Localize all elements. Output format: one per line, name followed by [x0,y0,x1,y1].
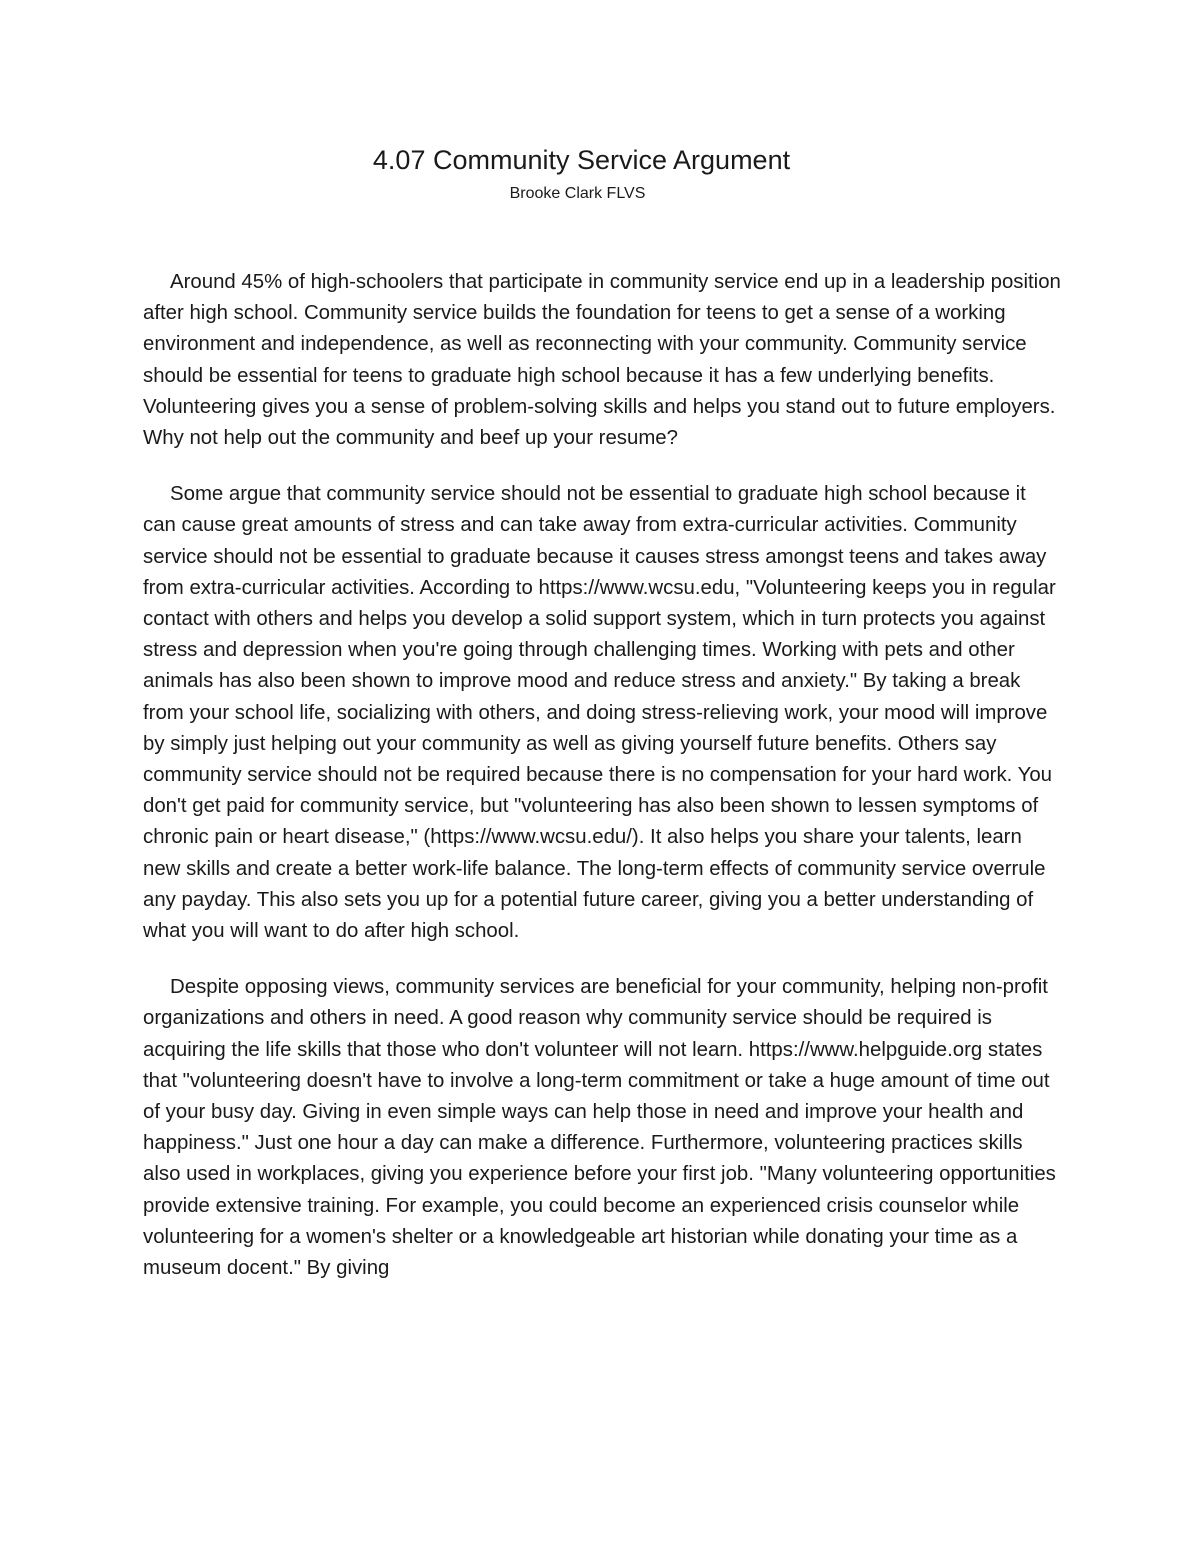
document-body [143,267,1063,1309]
paragraph-counterargument: Some argue that community service should not be essential to graduate high school because it can cause great amounts of stress and can take away from extra-curricular activities. Community service should not be essential to graduate because it causes stress amongst teens and takes away from extra-curricular activities. According to https://www.wcsu.edu, "Volunteering keeps you in regular contact with others and helps you develop a solid support system, which in turn protects you against stress and depression when you're going through challenging times. Working with pets and other animals has also been shown to improve mood and reduce stress and anxiety." By taking a break from your school life, socializing with others, and doing stress-relieving work, your mood will improve by simply just helping out your community as well as giving yourself future benefits. Others say community service should not be required because there is no compensation for your hard work. You don't get paid for community service, but "volunteering has also been shown to lessen symptoms of chronic pain or heart disease," (https://www.wcsu.edu/). It also helps you share your talents, learn new skills and create a better work-life balance. The long-term effects of community service overrule any payday. This also sets you up for a potential future career, giving you a better understanding of what you will want to do after high school. [143,483,1056,943]
document-title: 4.07 Community Service Argument [372,145,791,175]
paragraph-rebuttal: Despite opposing views, community services are beneficial for your community, helping non-profit organizations and others in need. A good reason why community service should be required is acquiring the life skills that those who don't volunteer will not learn. https://www.helpguide.org states that "volunteering doesn't have to involve a long-term commitment or take a huge amount of time out of your busy day. Giving in even simple ways can help those in need and improve your health and happiness." Just one hour a day can make a difference. Furthermore, volunteering practices skills also used in workplaces, giving you experience before your first job. "Many volunteering opportunities provide extensive training. For example, you could become an experienced crisis counselor while volunteering for a women's shelter or a knowledgeable art historian while donating your time as a museum docent." By giving [143,976,1056,1280]
document-byline: Brooke Clark FLVS [509,185,646,202]
paragraph-intro: Around 45% of high-schoolers that participate in community service end up in a leadership position after high school. Community service builds the foundation for teens to get a sense of a working environment and independence, as well as reconnecting with your community. Community service should be essential for teens to graduate high school because it has a few underlying benefits. Volunteering gives you a sense of problem-solving skills and helps you stand out to future employers. Why not help out the community and beef up your resume? [143,271,1061,450]
